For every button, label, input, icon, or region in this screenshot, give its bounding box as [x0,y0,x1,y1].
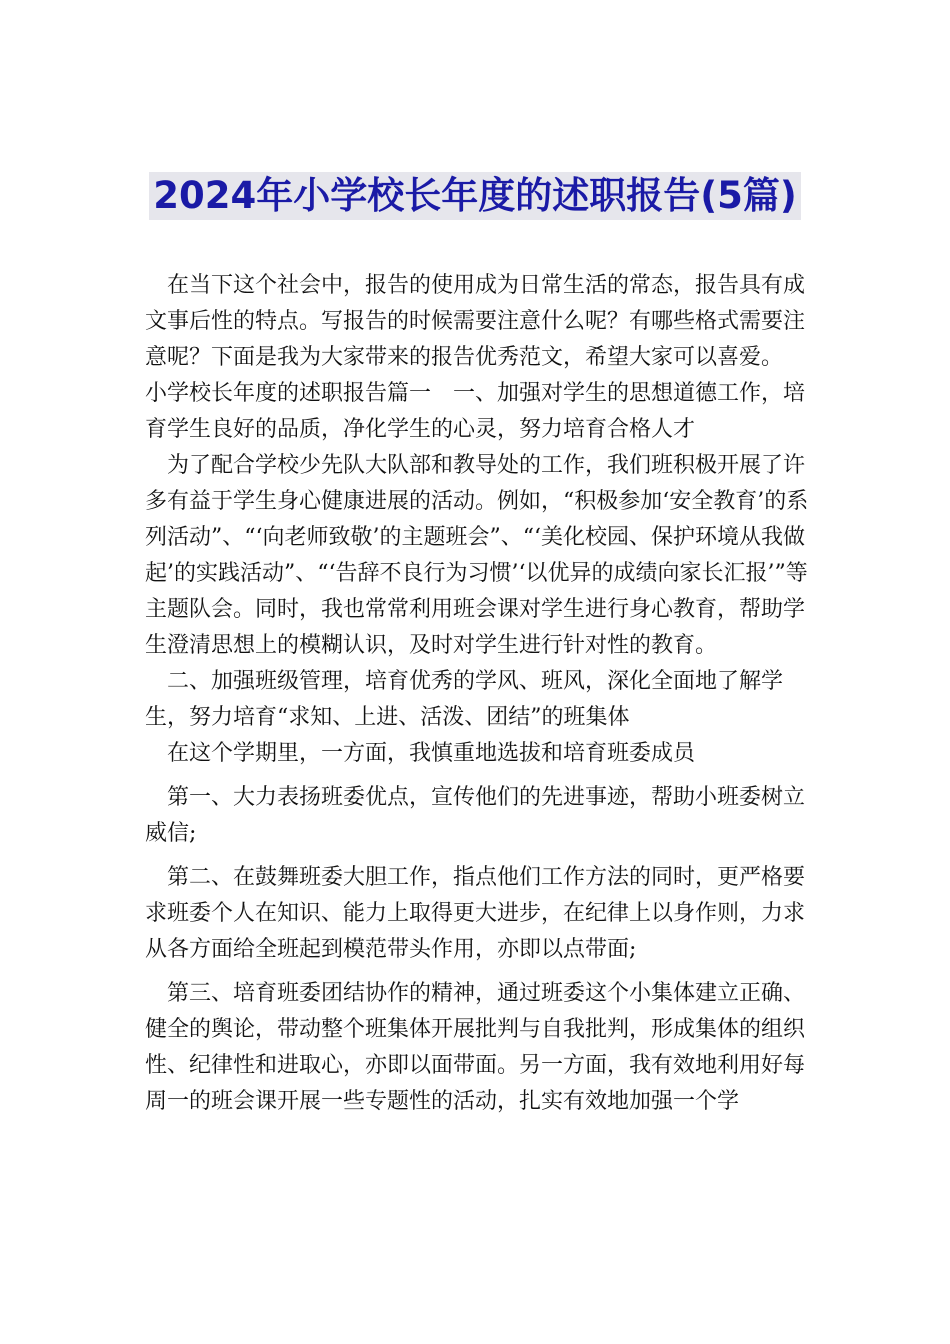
paragraph-third: 第三、培育班委团结协作的精神，通过班委这个小集体建立正确、健全的舆论，带动整个班集体开展批判与自我批判，形成集体的组织性、纪律性和进取心，亦即以面带面。另一方面，我有效地利用好每周一的班会课开展一些专题性的活动，扎实有效地加强一个学 [145,981,806,1114]
document-body [145,268,810,1120]
paragraph-section-one-heading: 小学校长年度的述职报告篇一 一、加强对学生的思想道德工作，培育学生良好的品质，净化学生的心灵，努力培育合格人才 [145,381,806,442]
paragraph-semester: 在这个学期里，一方面，我慎重地选拔和培育班委成员 [145,741,696,766]
paragraph-second: 第二、在鼓舞班委大胆工作，指点他们工作方法的同时，更严格要求班委个人在知识、能力上取得更大进步，在纪律上以身作则，力求从各方面给全班起到模范带头作用，亦即以点带面; [145,865,806,962]
paragraph-first: 第一、大力表扬班委优点，宣传他们的先进事迹，帮助小班委树立威信; [145,785,806,846]
title-wrap [0,172,950,220]
paragraph-intro: 在当下这个社会中，报告的使用成为日常生活的常态，报告具有成文事后性的特点。写报告的时候需要注意什么呢？有哪些格式需要注意呢？下面是我为大家带来的报告优秀范文，希望大家可以喜爱。 [145,273,806,370]
paragraph-activities: 为了配合学校少先队大队部和教导处的工作，我们班积极开展了许多有益于学生身心健康进展的活动。例如，“积极参加‘安全教育’的系列活动”、“‘向老师致敬’的主题班会”、“‘美化校园、保护环境从我做起’的实践活动”、“‘告辞不良行为习惯’‘以优异的成绩向家长汇报’”等主题队会。同时，我也常常利用班会课对学生进行身心教育，帮助学生澄清思想上的模糊认识，及时对学生进行针对性的教育。 [145,453,809,658]
document-title: 2024年小学校长年度的述职报告(5篇) [149,172,801,220]
paragraph-section-two-heading: 二、加强班级管理，培育优秀的学风、班风，深化全面地了解学生，努力培育“求知、上进、活泼、团结”的班集体 [145,669,784,730]
